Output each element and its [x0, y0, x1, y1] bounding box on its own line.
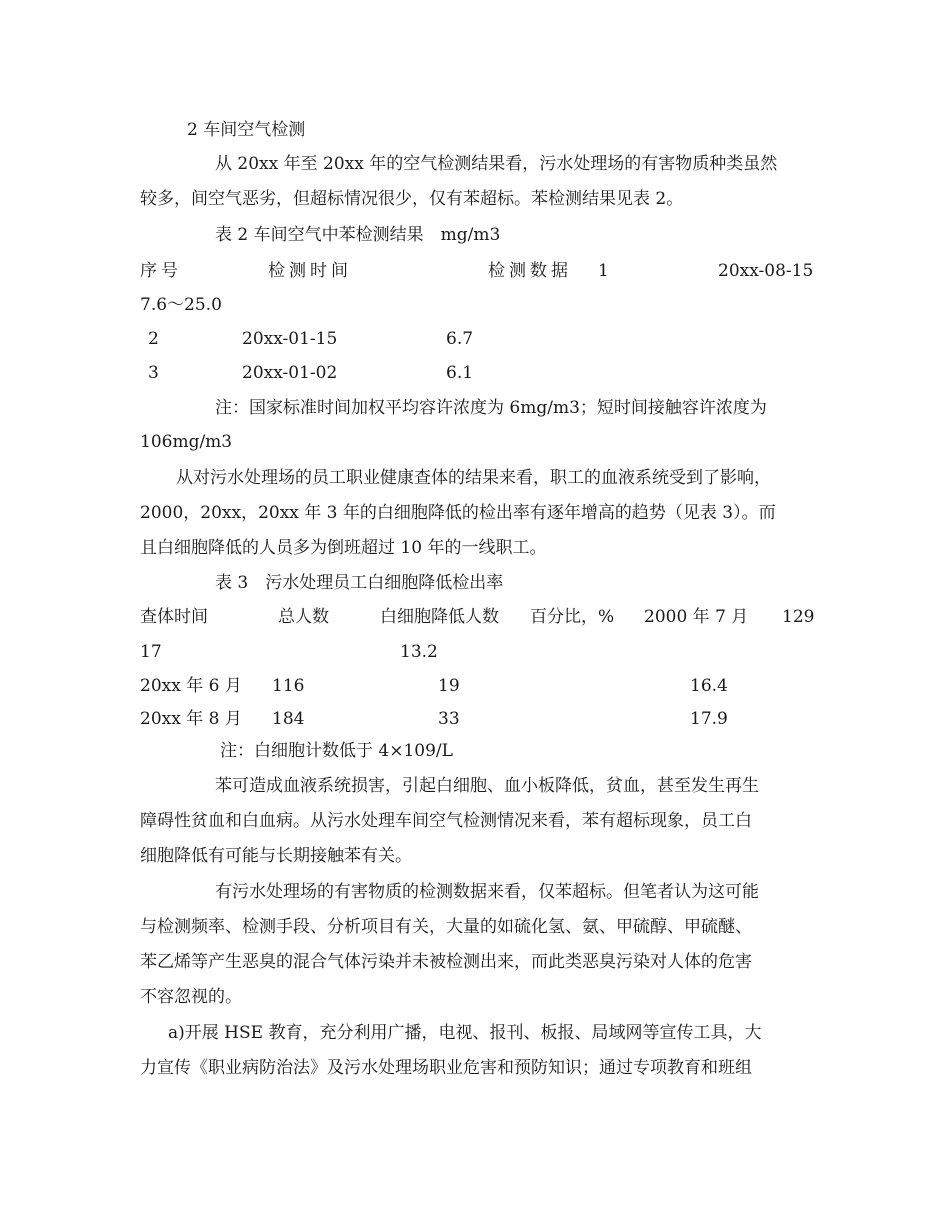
table-cell: 6.1 — [446, 363, 474, 383]
table-note: 注：白细胞计数低于 4×109/L — [220, 741, 453, 761]
table-header-cell: 查体时间 — [140, 607, 208, 627]
paragraph-line: 苯可造成血液系统损害，引起白细胞、血小板降低，贫血，甚至发生再生 — [215, 776, 759, 796]
table-header-cell: 检测数据 — [488, 261, 572, 281]
table-cell: 17.9 — [690, 709, 728, 729]
table-header-cell: 百分比，% — [530, 607, 615, 627]
table-cell: 33 — [438, 709, 460, 729]
table-cell: 16.4 — [690, 676, 728, 696]
paragraph-line: 有污水处理场的有害物质的检测数据来看，仅苯超标。但笔者认为这可能 — [215, 882, 759, 902]
table-cell: 7.6～25.0 — [140, 295, 222, 315]
table-cell: 17 — [140, 642, 162, 662]
paragraph-line: 力宣传《职业病防治法》及污水处理场职业危害和预防知识；通过专项教育和班组 — [140, 1058, 752, 1078]
table-header-cell: 序号 — [140, 261, 182, 281]
table-cell: 6.7 — [446, 329, 474, 349]
paragraph-line: 从 20xx 年至 20xx 年的空气检测结果看，污水处理场的有害物质种类虽然 — [215, 154, 778, 174]
table-note: 106mg/m3 — [140, 432, 233, 452]
table-cell: 19 — [438, 676, 460, 696]
table-cell: 2000 年 7 月 — [644, 607, 749, 627]
paragraph-line: 不容忽视的。 — [140, 987, 242, 1007]
table-cell: 20xx 年 8 月 — [140, 709, 242, 729]
table-cell: 2 — [148, 329, 159, 349]
paragraph-line: 且白细胞降低的人员多为倒班超过 10 年的一线职工。 — [140, 538, 547, 558]
table-cell: 1 — [598, 261, 609, 281]
table-caption: 表 3 污水处理员工白细胞降低检出率 — [215, 573, 504, 593]
table-caption: 表 2 车间空气中苯检测结果 mg/m3 — [215, 225, 501, 245]
paragraph-line: 苯乙烯等产生恶臭的混合气体污染并未被检测出来，而此类恶臭污染对人体的危害 — [140, 952, 752, 972]
table-cell: 129 — [782, 607, 815, 627]
table-cell: 20xx 年 6 月 — [140, 676, 242, 696]
paragraph-line: 从对污水处理场的员工职业健康查体的结果来看，职工的血液系统受到了影响， — [176, 468, 771, 488]
table-header-cell: 白细胞降低人数 — [380, 607, 499, 627]
paragraph-line: 障碍性贫血和白血病。从污水处理车间空气检测情况来看，苯有超标现象，员工白 — [140, 811, 752, 831]
paragraph-line: 较多，间空气恶劣，但超标情况很少，仅有苯超标。苯检测结果见表 2。 — [140, 189, 684, 209]
table-cell: 116 — [272, 676, 305, 696]
paragraph-line: 与检测频率、检测手段、分析项目有关，大量的如硫化氢、氨、甲硫醇、甲硫醚、 — [140, 917, 752, 937]
table-cell: 20xx-01-15 — [242, 329, 338, 349]
table-cell: 3 — [148, 363, 159, 383]
table-header-cell: 总人数 — [278, 607, 329, 627]
paragraph-line: a)开展 HSE 教育，充分利用广播，电视、报刊、板报、局域网等宣传工具，大 — [168, 1023, 762, 1043]
table-cell: 20xx-08-15 — [718, 261, 814, 281]
table-header-cell: 检测时间 — [268, 261, 352, 281]
section-heading: 2 车间空气检测 — [187, 120, 306, 140]
table-cell: 13.2 — [400, 642, 438, 662]
table-cell: 20xx-01-02 — [242, 363, 338, 383]
table-note: 注：国家标准时间加权平均容许浓度为 6mg/m3；短时间接触容许浓度为 — [215, 398, 767, 418]
table-cell: 184 — [272, 709, 305, 729]
paragraph-line: 细胞降低有可能与长期接触苯有关。 — [140, 846, 412, 866]
paragraph-line: 2000，20xx，20xx 年 3 年的白细胞降低的检出率有逐年增高的趋势（见表 3）。而 — [140, 503, 776, 523]
